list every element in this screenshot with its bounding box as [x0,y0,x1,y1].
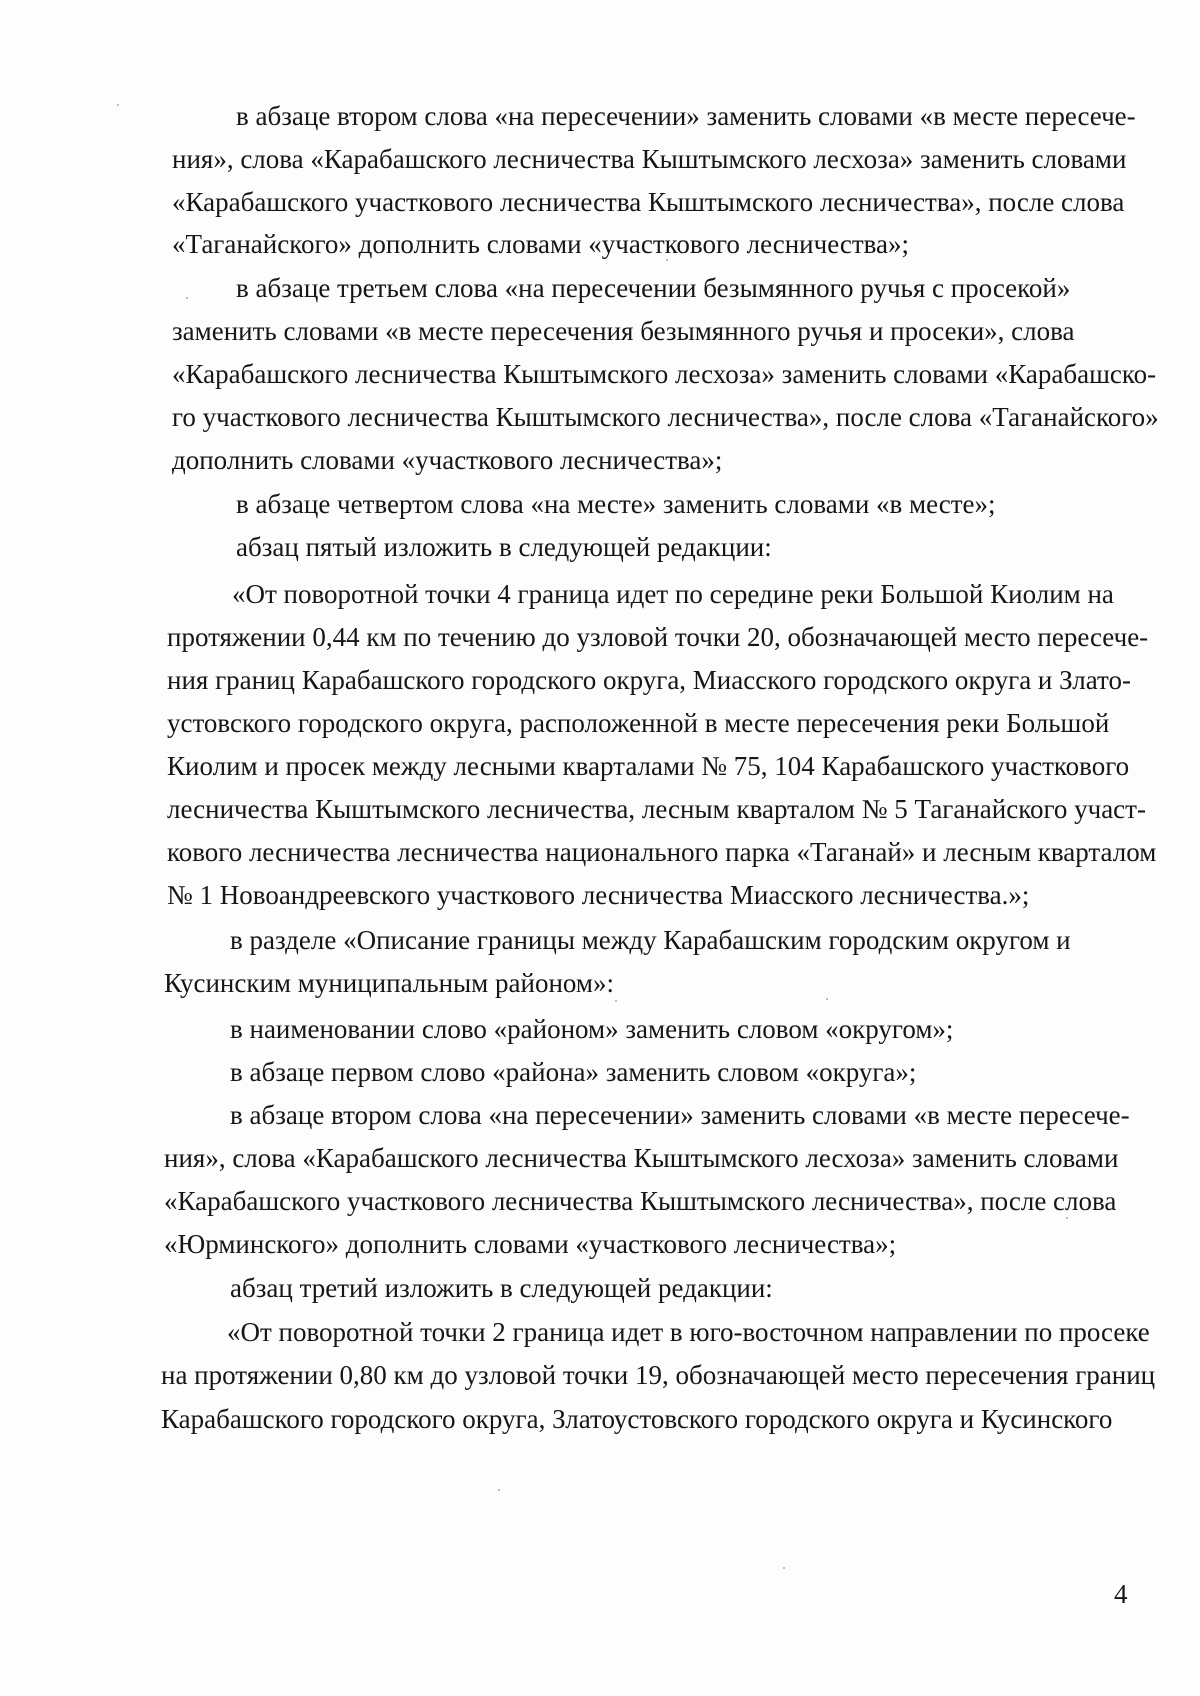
text-line: ния», слова «Карабашского лесничества Кыштымского лесхоза» заменить словами [164,1143,1119,1173]
page-number: 4 [1114,1579,1128,1609]
text-line: в абзаце третьем слова «на пересечении безымянного ручья с просекой» [236,273,1071,303]
text-line: лесничества Кыштымского лесничества, лесным кварталом № 5 Таганайского участ- [167,794,1146,824]
scan-speck [498,1489,500,1491]
text-line: «Карабашского участкового лесничества Кыштымского лесничества», после слова [172,187,1125,217]
text-line: абзац пятый изложить в следующей редакции: [236,532,772,562]
text-line: Кусинским муниципальным районом»: [164,968,614,998]
text-line: «От поворотной точки 4 граница идет по середине реки Большой Киолим на [232,579,1114,609]
text-line: «От поворотной точки 2 граница идет в юго-восточном направлении по просеке [227,1317,1150,1347]
scan-speck [615,1000,617,1002]
scan-speck [1066,1217,1068,1219]
text-line: в разделе «Описание границы между Карабашским городским округом и [230,925,1071,955]
text-line: № 1 Новоандреевского участкового лесничества Миасского лесничества.»; [167,880,1030,910]
text-line: в абзаце втором слова «на пересечении» заменить словами «в месте пересече- [236,101,1136,131]
scan-speck [117,104,119,106]
text-line: Киолим и просек между лесными кварталами № 75, 104 Карабашского участкового [167,751,1130,781]
text-line: в наименовании слово «районом» заменить словом «округом»; [230,1014,954,1044]
text-line: го участкового лесничества Кыштымского лесничества», после слова «Таганайского» [172,402,1159,432]
scan-speck [783,1567,785,1569]
text-line: абзац третий изложить в следующей редакции: [230,1273,773,1303]
text-line: дополнить словами «участкового лесничества»; [172,445,723,475]
text-line: на протяжении 0,80 км до узловой точки 19, обозначающей место пересечения границ [161,1360,1156,1390]
text-line: заменить словами «в месте пересечения безымянного ручья и просеки», слова [172,316,1075,346]
scan-speck [666,259,668,261]
text-line: «Таганайского» дополнить словами «участкового лесничества»; [172,229,910,259]
text-line: ния границ Карабашского городского округа, Миасского городского округа и Злато- [167,665,1131,695]
text-line: устовского городского округа, расположенной в месте пересечения реки Большой [167,708,1110,738]
text-line: «Юрминского» дополнить словами «участкового лесничества»; [164,1229,897,1259]
text-line: кового лесничества лесничества национального парка «Таганай» и лесным кварталом [167,837,1157,867]
text-line: в абзаце первом слово «района» заменить словом «округа»; [230,1057,917,1087]
text-line: Карабашского городского округа, Златоустовского городского округа и Кусинского [161,1404,1113,1434]
scan-speck [826,998,828,1000]
text-line: в абзаце втором слова «на пересечении» заменить словами «в месте пересече- [230,1100,1130,1130]
text-line: в абзаце четвертом слова «на месте» заменить словами «в месте»; [236,489,996,519]
scan-speck [186,297,188,299]
text-line: протяжении 0,44 км по течению до узловой точки 20, обозначающей место пересече- [167,622,1149,652]
text-line: ния», слова «Карабашского лесничества Кыштымского лесхоза» заменить словами [172,144,1127,174]
text-line: «Карабашского лесничества Кыштымского лесхоза» заменить словами «Карабашско- [172,359,1157,389]
text-line: «Карабашского участкового лесничества Кыштымского лесничества», после слова [164,1186,1117,1216]
